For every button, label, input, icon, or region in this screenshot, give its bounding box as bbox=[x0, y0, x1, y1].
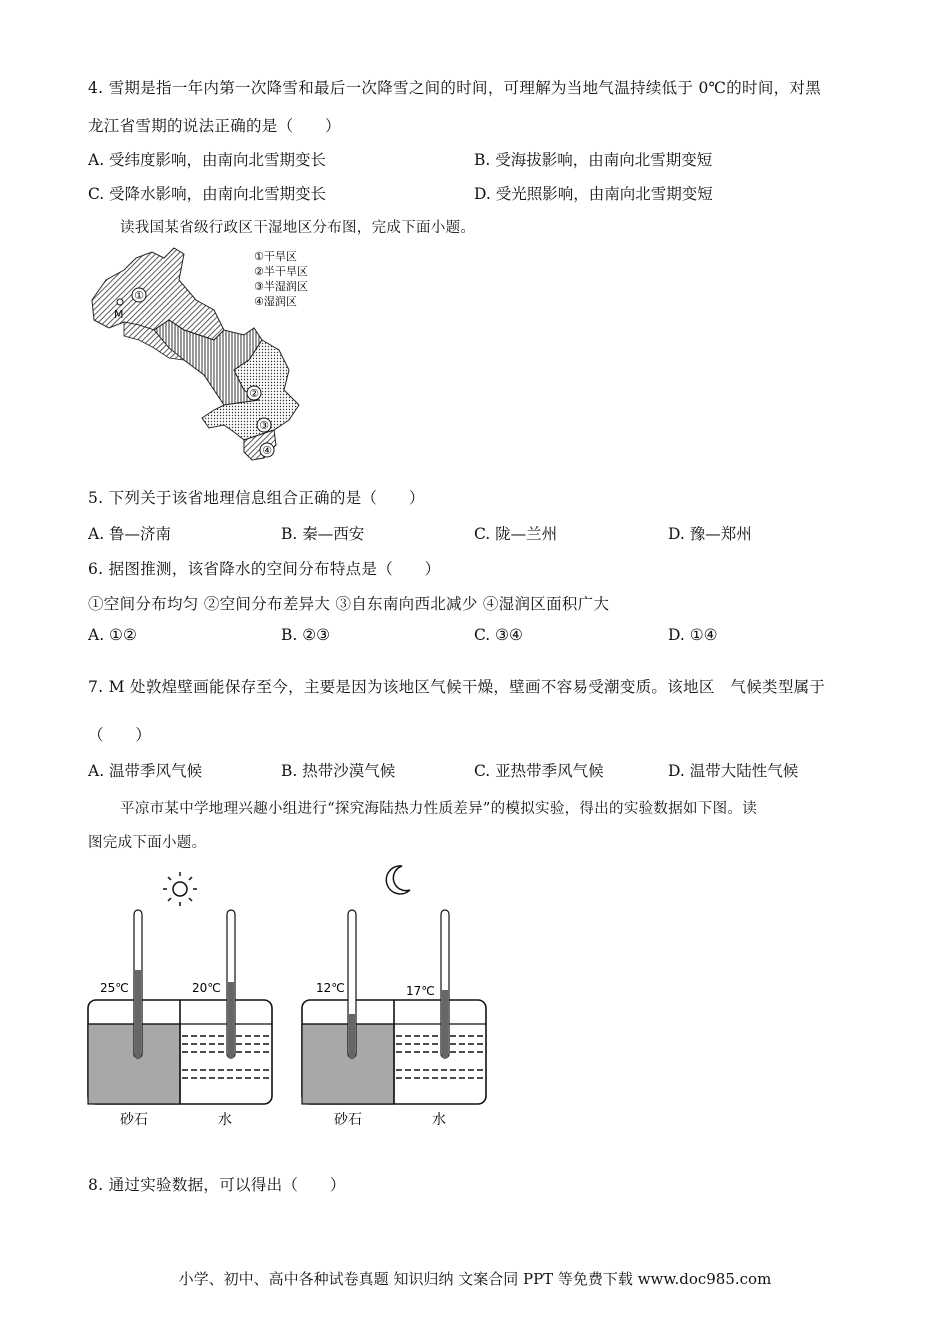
legend-semi-humid: ③半湿润区 bbox=[254, 280, 308, 293]
map-label-3: ③ bbox=[259, 419, 269, 432]
night-water-label: 水 bbox=[432, 1112, 446, 1128]
point-m-label: M bbox=[114, 308, 124, 321]
day-sand-label: 砂石 bbox=[120, 1112, 148, 1128]
point-m-marker bbox=[117, 299, 123, 305]
q7-option-d: D. 温带大陆性气候 bbox=[668, 762, 799, 780]
night-sand-temp: 12℃ bbox=[316, 981, 345, 995]
q5-option-c: C. 陇—兰州 bbox=[474, 525, 558, 543]
q8-stem: 8. 通过实验数据，可以得出（ ） bbox=[88, 1176, 346, 1194]
q4-stem-line2: 龙江省雪期的说法正确的是（ ） bbox=[88, 117, 341, 135]
q4-option-c: C. 受降水影响，由南向北雪期变长 bbox=[88, 185, 327, 203]
moon-icon bbox=[386, 866, 410, 894]
q4-option-a: A. 受纬度影响，由南向北雪期变长 bbox=[88, 151, 327, 169]
arid-region bbox=[92, 248, 224, 340]
legend-semi-arid: ②半干旱区 bbox=[254, 265, 308, 278]
intro-experiment-line2: 图完成下面小题。 bbox=[88, 835, 207, 851]
dry-wet-map bbox=[84, 240, 344, 470]
night-sand-mercury bbox=[349, 1014, 355, 1058]
q5-option-d: D. 豫—郑州 bbox=[668, 525, 752, 543]
page-footer: 小学、初中、高中各种试卷真题 知识归纳 文案合同 PPT 等免费下载 www.doc985.com bbox=[178, 1270, 772, 1288]
q7-stem-line1: 7. M 处敦煌壁画能保存至今，主要是因为该地区气候干燥，壁画不容易受潮变质。该地区 气候类型属于 bbox=[88, 678, 826, 696]
day-water-label: 水 bbox=[218, 1112, 232, 1128]
q7-option-b: B. 热带沙漠气候 bbox=[281, 762, 396, 780]
q6-option-b: B. ②③ bbox=[281, 626, 331, 644]
day-sand-temp: 25℃ bbox=[100, 981, 129, 995]
day-water-temp: 20℃ bbox=[192, 981, 221, 995]
experiment-figure bbox=[80, 858, 500, 1138]
q6-option-c: C. ③④ bbox=[474, 626, 523, 644]
q4-option-b: B. 受海拔影响，由南向北雪期变短 bbox=[474, 151, 713, 169]
q6-option-a: A. ①② bbox=[88, 626, 137, 644]
intro-map: 读我国某省级行政区干湿地区分布图，完成下面小题。 bbox=[120, 220, 476, 236]
map-label-1: ① bbox=[134, 289, 144, 302]
map-label-2: ② bbox=[249, 387, 259, 400]
legend-arid: ①干旱区 bbox=[254, 250, 297, 263]
q4-option-d: D. 受光照影响，由南向北雪期变短 bbox=[474, 185, 713, 203]
q7-option-a: A. 温带季风气候 bbox=[88, 762, 203, 780]
q4-stem-line1: 4. 雪期是指一年内第一次降雪和最后一次降雪之间的时间，可理解为当地气温持续低于 0℃的时间，对黑 bbox=[88, 79, 822, 97]
day-water-mercury bbox=[228, 982, 234, 1058]
day-sand-mercury bbox=[135, 970, 141, 1058]
sun-icon bbox=[163, 872, 197, 906]
legend-humid: ④湿润区 bbox=[254, 295, 297, 308]
night-water-temp: 17℃ bbox=[406, 984, 435, 998]
q7-option-c: C. 亚热带季风气候 bbox=[474, 762, 604, 780]
q5-option-a: A. 鲁—济南 bbox=[88, 525, 172, 543]
map-label-4: ④ bbox=[262, 444, 272, 457]
q6-option-d: D. ①④ bbox=[668, 626, 718, 644]
q5-stem: 5. 下列关于该省地理信息组合正确的是（ ） bbox=[88, 489, 425, 507]
q5-option-b: B. 秦—西安 bbox=[281, 525, 365, 543]
q7-stem-line2: （ ） bbox=[88, 726, 152, 744]
q6-stem: 6. 据图推测，该省降水的空间分布特点是（ ） bbox=[88, 560, 441, 578]
night-sand-label: 砂石 bbox=[334, 1112, 362, 1128]
night-water-mercury bbox=[442, 990, 448, 1058]
q6-statements: ①空间分布均匀 ②空间分布差异大 ③自东南向西北减少 ④湿润区面积广大 bbox=[88, 595, 610, 613]
intro-experiment-line1: 平凉市某中学地理兴趣小组进行“探究海陆热力性质差异”的模拟实验，得出的实验数据如下图。读 bbox=[120, 801, 758, 817]
